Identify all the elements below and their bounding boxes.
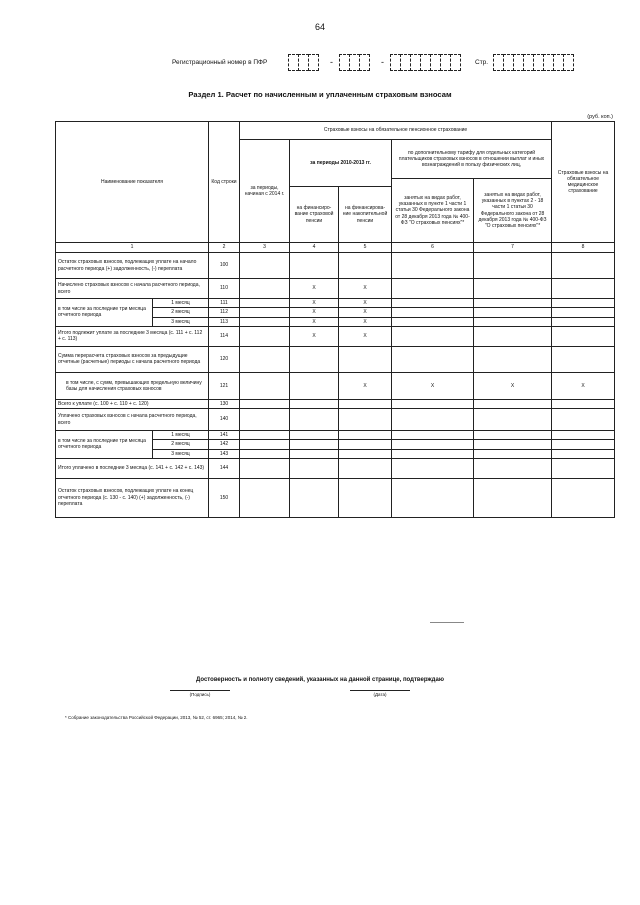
x-mark: X [290,308,339,317]
row-code: 143 [209,449,240,458]
row-code: 142 [209,440,240,449]
col-header-insurance: на финансиро-вание страховой пенсии [290,187,339,243]
reg-number-label: Регистрационный номер в ПФР [172,59,268,66]
table-row [56,399,615,408]
x-mark: X [339,279,392,299]
certification-text: Достоверность и полноту сведений, указанных на данной странице, подтверждаю [196,677,444,683]
reg-boxes-1[interactable] [289,54,319,71]
col-header-code: Код строки [209,122,240,243]
col-header-sub1: занятых на видах работ, указанных в пункте 1 части 1 статьи 30 Федерального закона от 28 декабря 2013 года № 400-ФЗ "О страховых пенсиях"* [392,179,474,243]
unit-label: (руб. коп.) [587,114,613,120]
page-boxes[interactable] [494,54,574,71]
col-header-2010-2013: за периоды 2010-2013 гг. [290,140,392,187]
row-code: 150 [209,478,240,517]
x-mark: X [290,317,339,326]
signature-line[interactable]: (Подпись) [170,690,230,697]
row-name: Уплачено страховых взносов с начала расчетного периода, всего [56,409,209,431]
col-number: 1 [56,243,209,253]
col-number: 2 [209,243,240,253]
x-mark: X [339,308,392,317]
table-row [56,372,615,399]
row-name: Остаток страховых взносов, подлежащих уплате на начало расчетного периода (+) задолженность, (-) переплата [56,253,209,279]
row-code: 120 [209,346,240,372]
page-number: 64 [314,22,325,32]
row-month: 1 месяц [153,299,209,308]
row-group-label: в том числе за последние три месяца отчетного периода [56,431,153,459]
table-row [56,299,615,308]
x-mark: X [339,326,392,346]
x-mark: X [339,317,392,326]
row-code: 110 [209,279,240,299]
x-mark: X [290,279,339,299]
table-row [56,458,615,478]
table-row [56,409,615,431]
section-title: Раздел 1. Расчет по начисленным и уплаченным страховым взносам [188,90,452,99]
col-header-since2014: за периоды, начиная с 2014 г. [240,140,290,243]
date-line[interactable]: (Дата) [350,690,410,697]
col-number: 3 [240,243,290,253]
divider [430,622,464,623]
row-name: Начислено страховых взносов с начала расчетного периода, всего [56,279,209,299]
row-name: Остаток страховых взносов, подлежащих уплате на конец отчетного периода (с. 130 - с. 140) (+) задолженность, (-) переплата [56,478,209,517]
table-row [56,431,615,440]
row-code: 130 [209,399,240,408]
col-header-pension: Страховые взносы на обязательное пенсионное страхование [240,122,552,140]
table-row [56,253,615,279]
row-code: 144 [209,458,240,478]
row-month: 3 месяц [153,317,209,326]
row-code: 141 [209,431,240,440]
col-number: 7 [474,243,552,253]
reg-boxes-3[interactable] [391,54,461,71]
col-number: 6 [392,243,474,253]
col-number: 8 [552,243,615,253]
registration-row [0,53,640,75]
table-row [56,346,615,372]
x-mark: X [290,299,339,308]
contributions-table [55,121,615,518]
x-mark: X [474,372,552,399]
x-mark: X [392,372,474,399]
x-mark: X [552,372,615,399]
x-mark: X [290,326,339,346]
table-row [56,326,615,346]
reg-boxes-2[interactable] [340,54,370,71]
row-code: 111 [209,299,240,308]
col-header-sub2: занятых на видах работ, указанных в пунктах 2 - 18 части 1 статьи 30 Федерального закона от 28 декабря 2013 года № 400-ФЗ "О страховых пенсиях"* [474,179,552,243]
x-mark: X [339,372,392,399]
table-row [56,478,615,517]
row-name: в том числе, с сумм, превышающих предельную величину базы для начисления страховых взносов [56,372,209,399]
col-header-medical: Страховые взносы на обязательное медицинское страхование [552,122,615,243]
row-month: 3 месяц [153,449,209,458]
col-header-funded: на финансирова-ние накопительной пенсии [339,187,392,243]
row-name: Итого уплачено в последние 3 месяца (с. 141 + с. 142 + с. 143) [56,458,209,478]
col-header-name: Наименование показателя [56,122,209,243]
row-code: 114 [209,326,240,346]
reg-dash: - [330,57,333,67]
reg-dash: - [381,57,384,67]
col-header-additional: по дополнительному тарифу для отдельных категорий плательщиков страховых взносов в отношении выплат и иных вознаграждений в пользу физических лиц, [392,140,552,179]
row-code: 121 [209,372,240,399]
row-name: Итого подлежит уплате за последние 3 месяца (с. 111 + с. 112 + с. 113) [56,326,209,346]
col-number: 5 [339,243,392,253]
footnote: * Собрание законодательства Российской Федерации, 2013, № 52, ст. 6965; 2014, № 2. [65,715,248,720]
row-code: 113 [209,317,240,326]
row-name: Всего к уплате (с. 100 + с. 110 + с. 120) [56,399,209,408]
row-month: 1 месяц [153,431,209,440]
row-code: 100 [209,253,240,279]
table-row [56,279,615,299]
col-number: 4 [290,243,339,253]
page-label: Стр. [475,59,489,66]
row-code: 112 [209,308,240,317]
row-code: 140 [209,409,240,431]
row-name: Сумма перерасчета страховых взносов за предыдущие отчетные (расчетные) периоды с начала расчетного периода [56,346,209,372]
row-group-label: в том числе за последние три месяца отчетного периода [56,299,153,327]
row-month: 2 месяц [153,308,209,317]
row-month: 2 месяц [153,440,209,449]
x-mark: X [339,299,392,308]
